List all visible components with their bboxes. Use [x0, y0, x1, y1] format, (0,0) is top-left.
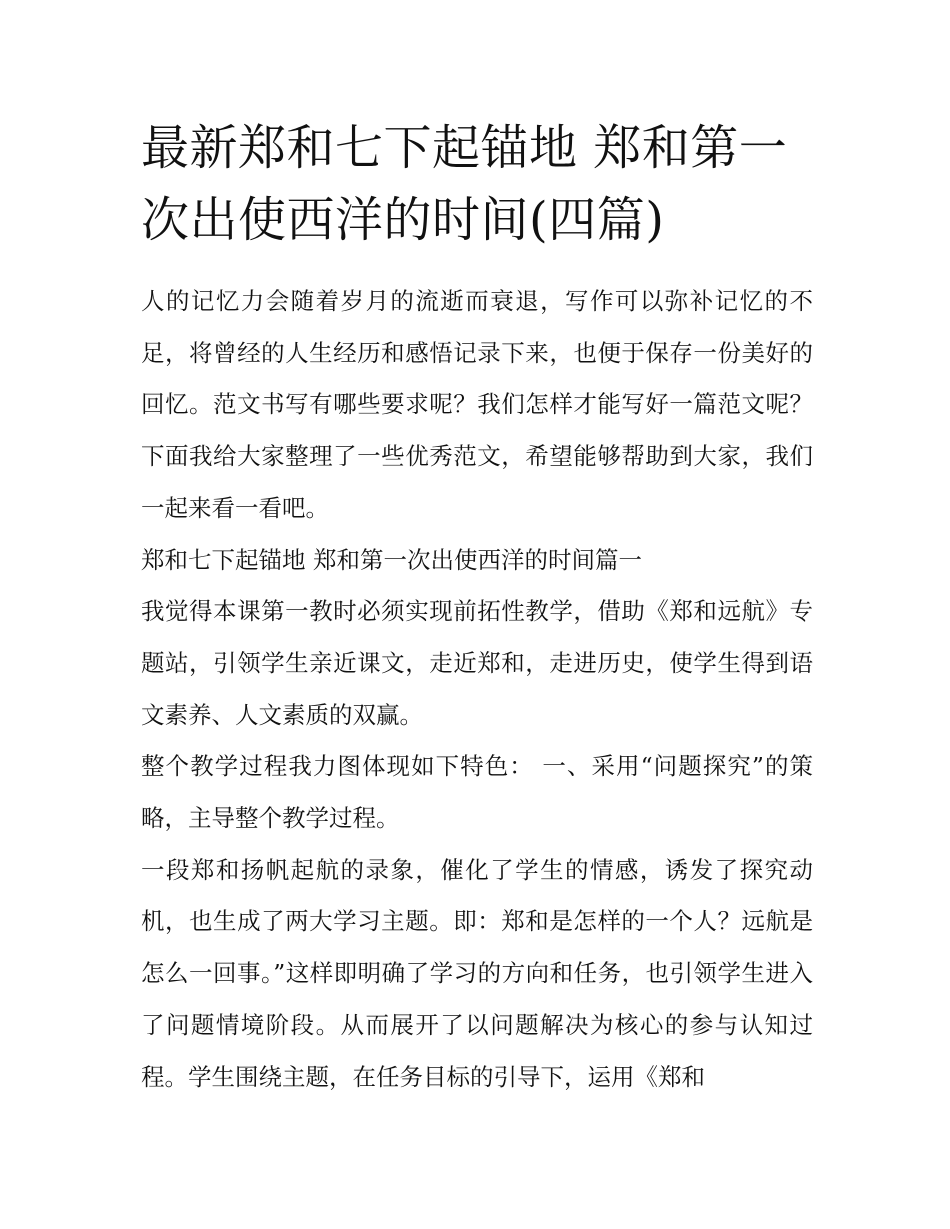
paragraph: 我觉得本课第一教时必须实现前拓性教学，借助《郑和远航》专题站，引领学生亲近课文，走近郑和，走进历史，使学生得到语文素养、人文素质的双赢。	[141, 597, 813, 729]
document-page	[141, 112, 813, 1103]
document-body	[141, 276, 813, 1103]
paragraph: 一段郑和扬帆起航的录象，催化了学生的情感，诱发了探究动机，也生成了两大学习主题。即：郑和是怎样的一个人？远航是怎么一回事。”这样即明确了学习的方向和任务，也引领学生进入了问题情境阶段。从而展开了以问题解决为核心的参与认知过程。学生围绕主题，在任务目标的引导下，运用《郑和	[141, 855, 813, 1091]
intro-paragraph: 人的记忆力会随着岁月的流逝而衰退，写作可以弥补记忆的不足，将曾经的人生经历和感悟记录下来，也便于保存一份美好的回忆。范文书写有哪些要求呢？我们怎样才能写好一篇范文呢？下面我给大家整理了一些优秀范文，希望能够帮助到大家，我们一起来看一看吧。	[141, 287, 813, 522]
section-heading: 郑和七下起锚地 郑和第一次出使西洋的时间篇一	[141, 545, 642, 574]
document-title: 最新郑和七下起锚地 郑和第一次出使西洋的时间(四篇)	[141, 120, 788, 248]
paragraph: 整个教学过程我力图体现如下特色： 一、采用“问题探究”的策略，主导整个教学过程。	[141, 752, 813, 833]
